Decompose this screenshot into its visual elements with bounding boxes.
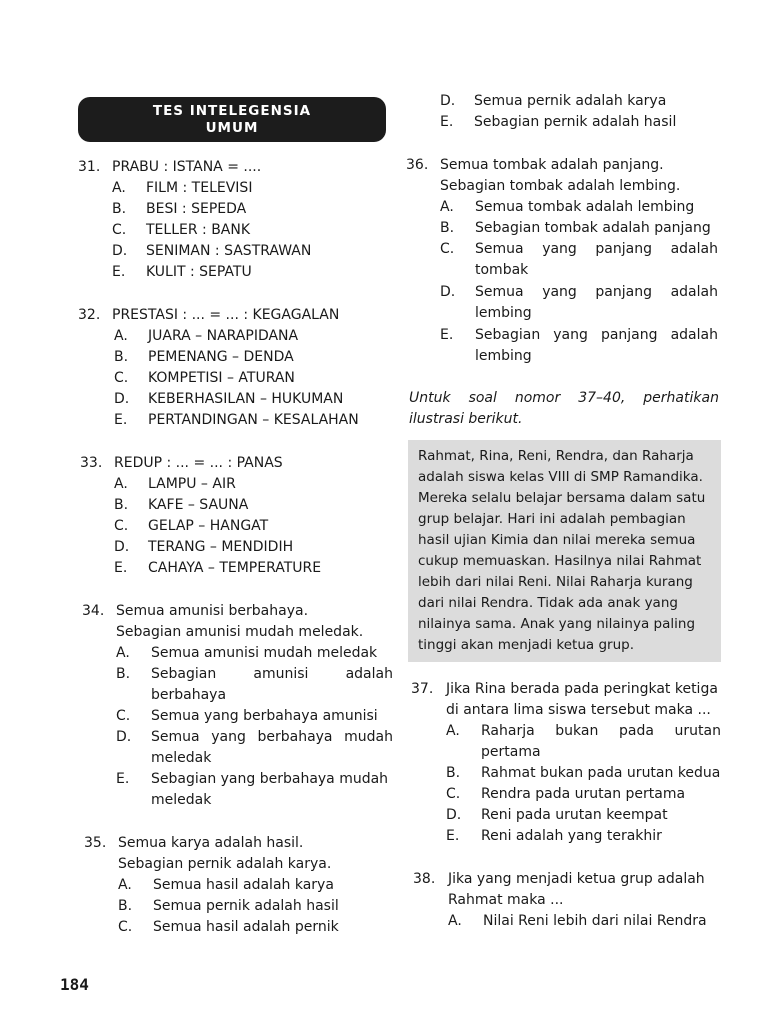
passage-line: Rahmat, Rina, Reni, Rendra, dan Raharja bbox=[418, 448, 694, 464]
question-number: 32. bbox=[78, 307, 101, 323]
option-word: Raharja bbox=[481, 723, 535, 739]
option-word: mudah bbox=[344, 729, 393, 745]
passage-line: lebih dari nilai Reni. Nilai Raharja kurang bbox=[418, 574, 693, 590]
section-header-line1: TES INTELEGENSIA bbox=[152, 102, 312, 119]
option-text-continued: lembing bbox=[475, 305, 532, 321]
option-letter: A. bbox=[446, 723, 460, 739]
option-letter: E. bbox=[446, 828, 460, 844]
option-letter: D. bbox=[440, 93, 456, 109]
question-stem-line1: Semua tombak adalah panjang. bbox=[440, 157, 664, 173]
page-number: 184 bbox=[60, 975, 89, 994]
option-letter: B. bbox=[114, 349, 129, 365]
section-header bbox=[78, 97, 386, 142]
option-word: panjang bbox=[600, 327, 658, 343]
option-letter: C. bbox=[446, 786, 461, 802]
passage-line: tinggi akan menjadi ketua grup. bbox=[418, 637, 634, 653]
option-text bbox=[475, 327, 718, 343]
option-letter: E. bbox=[114, 560, 128, 576]
option-text: Sebagian pernik adalah hasil bbox=[474, 114, 677, 130]
option-letter: C. bbox=[116, 708, 131, 724]
question-stem-line2: Sebagian pernik adalah karya. bbox=[118, 856, 332, 872]
option-word: adalah bbox=[670, 241, 718, 257]
option-letter: A. bbox=[440, 199, 454, 215]
option-letter: A. bbox=[448, 913, 462, 929]
option-text: GELAP – HANGAT bbox=[148, 518, 269, 534]
question-number: 33. bbox=[80, 455, 103, 471]
question-number: 37. bbox=[411, 681, 434, 697]
option-letter: C. bbox=[112, 222, 127, 238]
option-text: PERTANDINGAN – KESALAHAN bbox=[148, 412, 359, 428]
option-text: FILM : TELEVISI bbox=[146, 180, 253, 196]
question-stem-line1: Jika yang menjadi ketua grup adalah bbox=[448, 871, 705, 887]
option-letter: D. bbox=[112, 243, 128, 259]
option-letter: B. bbox=[446, 765, 461, 781]
option-word: panjang bbox=[595, 241, 652, 257]
option-word: Semua bbox=[151, 729, 200, 745]
option-text-continued: meledak bbox=[151, 750, 212, 766]
option-text: Semua amunisi mudah meledak bbox=[151, 645, 378, 661]
option-text-continued: meledak bbox=[151, 792, 212, 808]
passage-line: hasil ujian Kimia dan nilai mereka semua bbox=[418, 532, 696, 548]
question-stem-line1: Semua amunisi berbahaya. bbox=[116, 603, 309, 619]
option-text-continued: tombak bbox=[475, 262, 529, 278]
question-number: 38. bbox=[413, 871, 436, 887]
option-text: LAMPU – AIR bbox=[148, 476, 236, 492]
question-stem: PRABU : ISTANA = .... bbox=[112, 159, 262, 175]
option-letter: C. bbox=[440, 241, 455, 257]
passage-line: nilainya sama. Anak yang nilainya paling bbox=[418, 616, 696, 632]
option-text: Semua pernik adalah karya bbox=[474, 93, 667, 109]
instruction-line2: ilustrasi berikut. bbox=[409, 411, 523, 427]
option-text bbox=[151, 666, 393, 682]
question-stem: PRESTASI : ... = ... : KEGAGALAN bbox=[112, 307, 340, 323]
option-letter: A. bbox=[112, 180, 126, 196]
option-letter: C. bbox=[118, 919, 133, 935]
option-letter: A. bbox=[116, 645, 130, 661]
option-text bbox=[475, 284, 718, 300]
passage-line: Mereka selalu belajar bersama dalam satu bbox=[418, 490, 706, 506]
option-text: Rendra pada urutan pertama bbox=[481, 786, 686, 802]
option-word: adalah bbox=[670, 284, 718, 300]
question-number: 36. bbox=[406, 157, 429, 173]
question-number: 34. bbox=[82, 603, 105, 619]
passage-line: cukup memuaskan. Hasilnya nilai Rahmat bbox=[418, 553, 702, 569]
option-word: adalah bbox=[345, 666, 393, 682]
option-word: adalah bbox=[670, 327, 718, 343]
instruction-word: Untuk bbox=[409, 390, 451, 406]
option-text: Semua hasil adalah karya bbox=[153, 877, 334, 893]
option-word: pada bbox=[618, 723, 654, 739]
instruction-word: nomor bbox=[514, 390, 561, 406]
passage-line: dari nilai Rendra. Tidak ada anak yang bbox=[418, 595, 678, 611]
option-text bbox=[481, 723, 721, 739]
option-letter: A. bbox=[114, 328, 128, 344]
option-letter: E. bbox=[114, 412, 128, 428]
instruction-line1 bbox=[409, 390, 719, 406]
passage-line: adalah siswa kelas VIII di SMP Ramandika. bbox=[418, 469, 703, 485]
option-word: Sebagian bbox=[151, 666, 217, 682]
option-text: SENIMAN : SASTRAWAN bbox=[146, 243, 312, 259]
option-letter: E. bbox=[116, 771, 130, 787]
option-letter: D. bbox=[446, 807, 462, 823]
option-letter: D. bbox=[440, 284, 456, 300]
option-word: yang bbox=[542, 241, 577, 257]
option-text bbox=[475, 241, 718, 257]
option-text: Semua yang berbahaya amunisi bbox=[151, 708, 378, 724]
option-text-continued: berbahaya bbox=[151, 687, 227, 703]
option-text: KOMPETISI – ATURAN bbox=[148, 370, 295, 386]
option-text: Reni pada urutan keempat bbox=[481, 807, 668, 823]
option-word: berbahaya bbox=[257, 729, 333, 745]
option-text: KULIT : SEPATU bbox=[146, 264, 252, 280]
option-letter: C. bbox=[114, 370, 129, 386]
option-text: KEBERHASILAN – HUKUMAN bbox=[148, 391, 344, 407]
option-text: Rahmat bukan pada urutan kedua bbox=[481, 765, 721, 781]
option-letter: A. bbox=[118, 877, 132, 893]
question-stem-line1: Semua karya adalah hasil. bbox=[118, 835, 304, 851]
option-text-continued: lembing bbox=[475, 348, 532, 364]
option-word: yang bbox=[553, 327, 588, 343]
option-text: Semua pernik adalah hasil bbox=[153, 898, 339, 914]
question-number: 31. bbox=[78, 159, 101, 175]
option-text: BESI : SEPEDA bbox=[146, 201, 247, 217]
option-letter: E. bbox=[440, 327, 454, 343]
option-letter: D. bbox=[114, 539, 130, 555]
option-text: Semua tombak adalah lembing bbox=[475, 199, 695, 215]
option-text: JUARA – NARAPIDANA bbox=[148, 328, 299, 344]
option-letter: B. bbox=[440, 220, 455, 236]
instruction-word: 37–40, bbox=[578, 390, 626, 406]
option-text: KAFE – SAUNA bbox=[148, 497, 249, 513]
question-number: 35. bbox=[84, 835, 107, 851]
option-letter: C. bbox=[114, 518, 129, 534]
option-text: Sebagian tombak adalah panjang bbox=[475, 220, 711, 236]
option-text bbox=[151, 729, 393, 745]
instruction-word: perhatikan bbox=[643, 390, 719, 406]
section-header-line2: UMUM bbox=[205, 119, 259, 136]
option-text: TERANG – MENDIDIH bbox=[148, 539, 294, 555]
question-stem-line2: Sebagian amunisi mudah meledak. bbox=[116, 624, 364, 640]
option-word: urutan bbox=[674, 723, 721, 739]
option-letter: E. bbox=[112, 264, 126, 280]
option-word: Semua bbox=[475, 284, 524, 300]
question-stem-line2: Rahmat maka ... bbox=[448, 892, 564, 908]
option-text-continued: pertama bbox=[481, 744, 541, 760]
option-text: Sebagian yang berbahaya mudah bbox=[151, 771, 389, 787]
option-word: amunisi bbox=[253, 666, 309, 682]
option-text: CAHAYA – TEMPERATURE bbox=[148, 560, 322, 576]
question-stem-line2: di antara lima siswa tersebut maka ... bbox=[446, 702, 711, 718]
option-letter: A. bbox=[114, 476, 128, 492]
option-word: Semua bbox=[475, 241, 524, 257]
option-text: PEMENANG – DENDA bbox=[148, 349, 294, 365]
question-stem-line1: Jika Rina berada pada peringkat ketiga bbox=[446, 681, 718, 697]
question-stem: REDUP : ... = ... : PANAS bbox=[114, 455, 283, 471]
passage-line: grup belajar. Hari ini adalah pembagian bbox=[418, 511, 686, 527]
option-letter: B. bbox=[116, 666, 131, 682]
option-word: yang bbox=[211, 729, 246, 745]
question-stem-line2: Sebagian tombak adalah lembing. bbox=[440, 178, 681, 194]
option-word: bukan bbox=[555, 723, 599, 739]
option-letter: E. bbox=[440, 114, 454, 130]
option-word: Sebagian bbox=[475, 327, 541, 343]
option-text: Nilai Reni lebih dari nilai Rendra bbox=[483, 913, 707, 929]
option-text: TELLER : BANK bbox=[146, 222, 251, 238]
option-word: yang bbox=[542, 284, 577, 300]
option-letter: B. bbox=[118, 898, 133, 914]
option-text: Semua hasil adalah pernik bbox=[153, 919, 339, 935]
option-word: panjang bbox=[595, 284, 652, 300]
instruction-word: soal bbox=[468, 390, 497, 406]
option-letter: D. bbox=[116, 729, 132, 745]
option-letter: B. bbox=[112, 201, 127, 217]
option-text: Reni adalah yang terakhir bbox=[481, 828, 662, 844]
option-letter: D. bbox=[114, 391, 130, 407]
option-letter: B. bbox=[114, 497, 129, 513]
